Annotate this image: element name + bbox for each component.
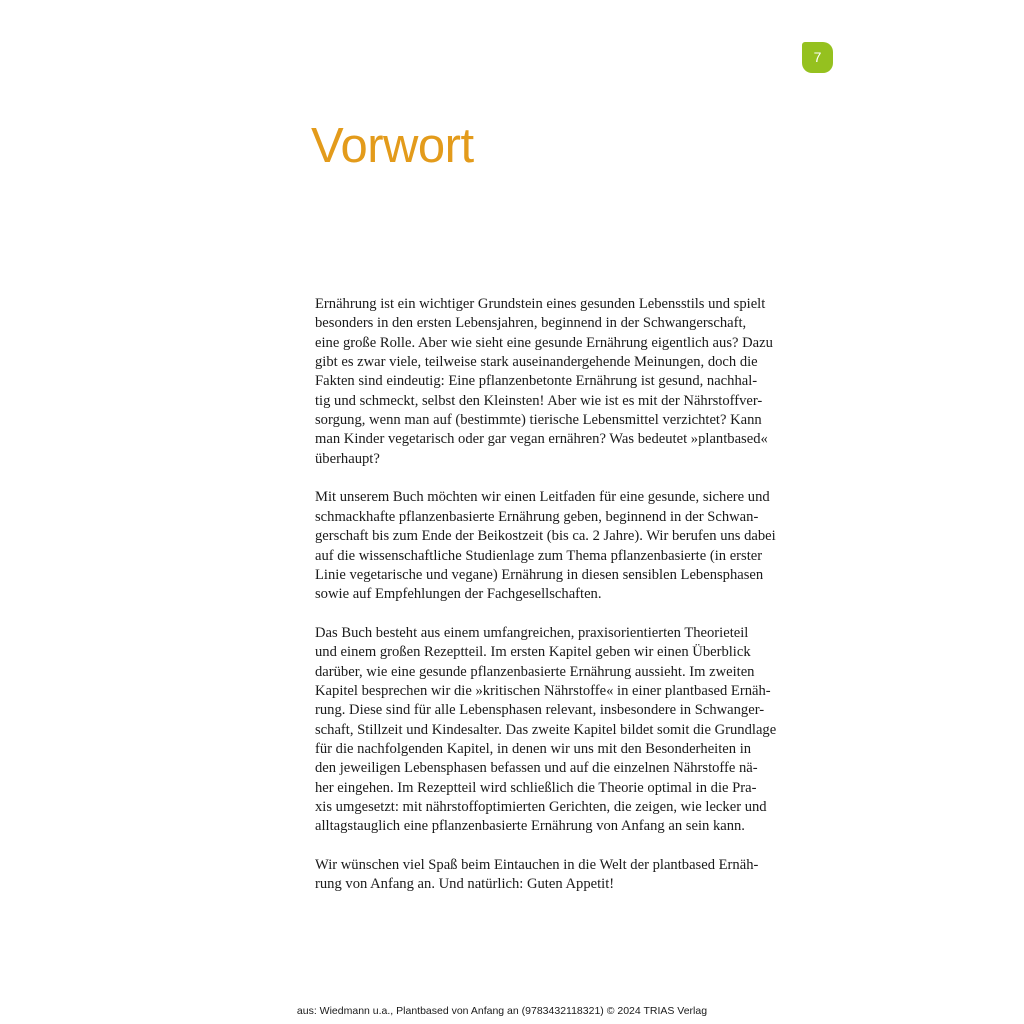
text-line: rung. Diese sind für alle Lebensphasen relevant, insbesondere in Schwanger- <box>315 702 765 719</box>
text-line: für die nachfolgenden Kapitel, in denen wir uns mit den Besonderheiten in <box>315 741 752 757</box>
paragraph <box>315 624 800 837</box>
text-line: schaft, Stillzeit und Kindesalter. Das zweite Kapitel bildet somit die Grundlage <box>315 721 777 738</box>
paragraph <box>315 295 800 469</box>
text-line: rung von Anfang an. Und natürlich: Guten Appetit! <box>315 876 615 893</box>
text-line: her eingehen. Im Rezeptteil wird schließlich die Theorie optimal in die Pra- <box>315 779 757 796</box>
text-line: schmackhafte pflanzenbasierte Ernährung geben, beginnend in der Schwan- <box>315 508 759 525</box>
text-line: und einem großen Rezeptteil. Im ersten Kapitel geben wir einen Überblick <box>315 644 751 661</box>
text-line: sorgung, wenn man auf (bestimmte) tierische Lebensmittel verzichtet? Kann <box>315 412 762 429</box>
text-line: Kapitel besprechen wir die »kritischen Nährstoffe« in einer plantbased Ernäh- <box>315 682 771 699</box>
text-line: Linie vegetarische und vegane) Ernährung in diesen sensiblen Lebensphasen <box>315 566 764 583</box>
text-line: Das Buch besteht aus einem umfangreichen, praxisorientierten Theorieteil <box>315 624 749 641</box>
text-line: Wir wünschen viel Spaß beim Eintauchen in die Welt der plantbased Ernäh- <box>315 857 759 874</box>
text-line: gerschaft bis zum Ende der Beikostzeit (bis ca. 2 Jahre). Wir berufen uns dabei <box>315 528 776 545</box>
text-line: man Kinder vegetarisch oder gar vegan ernähren? Was bedeutet »plantbased« <box>315 431 768 448</box>
body-text <box>315 295 800 914</box>
text-line: überhaupt? <box>315 450 380 467</box>
text-line: Fakten sind eindeutig: Eine pflanzenbetonte Ernährung ist gesund, nachhal- <box>315 373 758 390</box>
text-line: den jeweiligen Lebensphasen befassen und auf die einzelnen Nährstoffe nä- <box>315 760 758 777</box>
paragraph <box>315 856 800 895</box>
text-line: gibt es zwar viele, teilweise stark auseinandergehende Meinungen, doch die <box>315 354 758 371</box>
text-line: Mit unserem Buch möchten wir einen Leitfaden für eine gesunde, sichere und <box>315 489 770 506</box>
text-line: eine große Rolle. Aber wie sieht eine gesunde Ernährung eigentlich aus? Dazu <box>315 334 773 351</box>
text-line: sowie auf Empfehlungen der Fachgesellschaften. <box>315 586 602 603</box>
paragraph <box>315 488 800 604</box>
page-number-badge: 7 <box>802 42 833 73</box>
text-line: xis umgesetzt: mit nährstoffoptimierten Gerichten, die zeigen, wie lecker und <box>315 799 767 816</box>
text-line: tig und schmeckt, selbst den Kleinsten! Aber wie ist es mit der Nährstoffver- <box>315 392 763 409</box>
text-line: darüber, wie eine gesunde pflanzenbasierte Ernährung aussieht. Im zweiten <box>315 663 755 680</box>
page-title: Vorwort <box>311 119 474 173</box>
footer-citation: aus: Wiedmann u.a., Plantbased von Anfang an (9783432118321) © 2024 TRIAS Verlag <box>296 1005 708 1017</box>
text-line: Ernährung ist ein wichtiger Grundstein eines gesunden Lebensstils und spielt <box>315 296 766 312</box>
text-line: auf die wissenschaftliche Studienlage zum Thema pflanzenbasierte (in erster <box>315 547 763 564</box>
text-line: alltagstauglich eine pflanzenbasierte Ernährung von Anfang an sein kann. <box>315 818 745 835</box>
text-line: besonders in den ersten Lebensjahren, beginnend in der Schwangerschaft, <box>315 315 747 332</box>
